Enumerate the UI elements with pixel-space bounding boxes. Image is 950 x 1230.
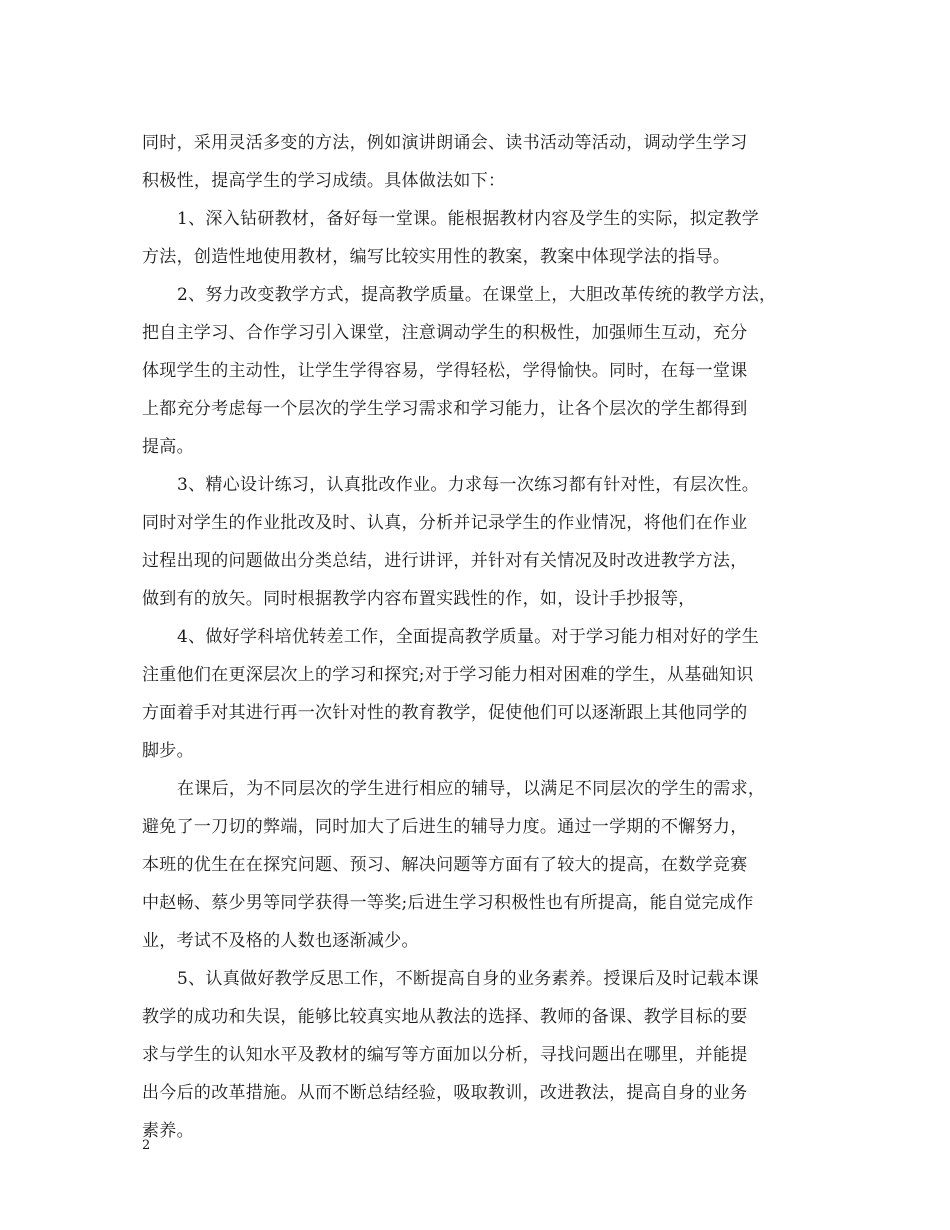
text-line: 业，考试不及格的人数也逐渐减少。	[142, 931, 419, 951]
text-line: 体现学生的主动性，让学生学得容易，学得轻松，学得愉快。同时，在每一堂课	[142, 361, 748, 381]
text-line: 在课后，为不同层次的学生进行相应的辅导，以满足不同层次的学生的需求，	[177, 779, 766, 799]
text-line: 方法，创造性地使用教材，编写比较实用性的教案，教案中体现学法的指导。	[142, 247, 731, 267]
text-line: 出今后的改革措施。从而不断总结经验，吸取教训，改进教法，提高自身的业务	[142, 1083, 748, 1103]
text-line: 3、精心设计练习，认真批改作业。力求每一次练习都有针对性，有层次性。	[177, 475, 760, 495]
text-line: 把自主学习、合作学习引入课堂，注意调动学生的积极性，加强师生互动，充分	[142, 323, 748, 343]
text-line: 方面着手对其进行再一次针对性的教育教学，促使他们可以逐渐跟上其他同学的	[142, 703, 748, 723]
text-line: 做到有的放矢。同时根据教学内容布置实践性的作，如，设计手抄报等，	[142, 589, 696, 609]
text-line: 1、深入钻研教材，备好每一堂课。能根据教材内容及学生的实际，拟定教学	[177, 209, 760, 229]
text-line: 2、努力改变教学方式，提高教学质量。在课堂上，大胆改革传统的教学方法，	[177, 285, 777, 305]
text-line: 5、认真做好教学反思工作，不断提高自身的业务素养。授课后及时记载本课	[177, 969, 760, 989]
text-line: 避免了一刀切的弊端，同时加大了后进生的辅导力度。通过一学期的不懈努力，	[142, 817, 748, 837]
text-line: 素养。	[142, 1121, 194, 1141]
page-number: 2	[142, 1138, 151, 1153]
text-line: 脚步。	[142, 741, 194, 761]
text-line: 中赵畅、蔡少男等同学获得一等奖;后进生学习积极性也有所提高，能自觉完成作	[142, 893, 754, 913]
text-line: 教学的成功和失误，能够比较真实地从教法的选择、教师的备课、教学目标的要	[142, 1007, 748, 1027]
text-line: 求与学生的认知水平及教材的编写等方面加以分析，寻找问题出在哪里，并能提	[142, 1045, 748, 1065]
text-line: 注重他们在更深层次上的学习和探究;对于学习能力相对困难的学生，从基础知识	[142, 665, 754, 685]
text-line: 过程出现的问题做出分类总结，进行讲评，并针对有关情况及时改进教学方法，	[142, 551, 748, 571]
text-line: 4、做好学科培优转差工作，全面提高教学质量。对于学习能力相对好的学生	[177, 627, 760, 647]
text-line: 同时对学生的作业批改及时、认真，分析并记录学生的作业情况，将他们在作业	[142, 513, 748, 533]
text-line: 本班的优生在在探究问题、预习、解决问题等方面有了较大的提高，在数学竞赛	[142, 855, 748, 875]
text-line: 提高。	[142, 437, 194, 457]
text-line: 同时，采用灵活多变的方法，例如演讲朗诵会、读书活动等活动，调动学生学习	[142, 133, 748, 153]
text-line: 上都充分考虑每一个层次的学生学习需求和学习能力，让各个层次的学生都得到	[142, 399, 748, 419]
text-line: 积极性，提高学生的学习成绩。具体做法如下：	[142, 171, 506, 191]
